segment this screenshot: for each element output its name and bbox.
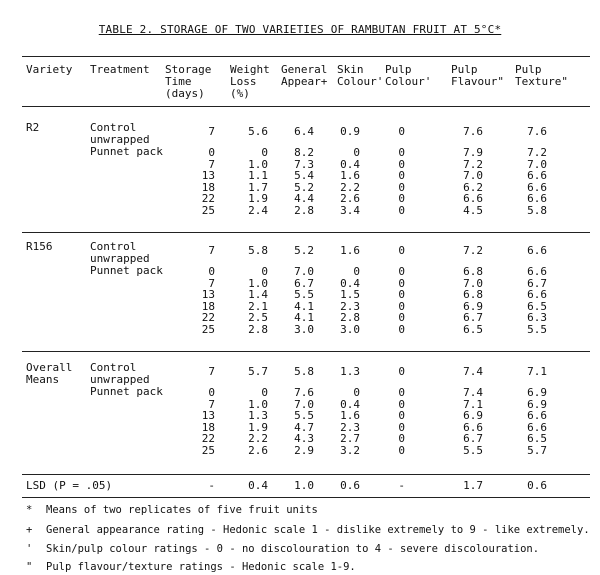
- punnet-cell: 1.5: [340, 288, 360, 302]
- treatment-punnet-label: Punnet pack: [90, 145, 163, 158]
- punnet-cell: 2.8: [340, 311, 360, 325]
- punnet-cell: 4.5: [463, 204, 483, 217]
- punnet-cell: 5.8: [527, 204, 547, 217]
- punnet-cell: 0: [398, 311, 405, 325]
- punnet-cell: 7.2: [463, 157, 483, 171]
- punnet-cell: 22: [201, 311, 215, 325]
- header-bottom-rule: [22, 106, 590, 107]
- punnet-cell: 25: [201, 323, 215, 336]
- column-header: Pulp Colour': [385, 63, 432, 88]
- punnet-cell: 5.4: [294, 169, 314, 183]
- lsd-cell: 1.0: [294, 479, 314, 492]
- punnet-cell: 4.4: [294, 192, 314, 206]
- control-cell: 5.7: [248, 365, 268, 378]
- punnet-cell: 0: [398, 146, 405, 159]
- footnote: [26, 524, 590, 536]
- lsd-cell: -: [208, 479, 215, 492]
- punnet-cell: 6.6: [527, 265, 547, 278]
- punnet-cell: 0: [398, 265, 405, 278]
- punnet-cell: 6.7: [294, 276, 314, 290]
- punnet-cell: 22: [201, 432, 215, 446]
- punnet-cell: 2.9: [294, 444, 314, 457]
- punnet-cell: 6.8: [463, 265, 483, 278]
- punnet-cell: 1.9: [248, 192, 268, 206]
- lsd-cell: 1.7: [463, 479, 483, 492]
- footnote-text: General appearance rating - Hedonic scale 1 - dislike extremely to 9 - like extremely.: [46, 524, 590, 536]
- footnote-symbol: *: [26, 504, 33, 516]
- punnet-cell: 0: [208, 265, 215, 278]
- table-title: TABLE 2. STORAGE OF TWO VARIETIES OF RAMBUTAN FRUIT AT 5°C*: [98, 23, 502, 36]
- control-cell: 7: [208, 244, 215, 257]
- punnet-cell: 3.4: [340, 204, 360, 217]
- treatment-control-label: Control unwrapped: [90, 240, 150, 265]
- punnet-cell: 2.8: [294, 204, 314, 217]
- punnet-cell: 6.5: [527, 299, 547, 313]
- footnote-text: Means of two replicates of five fruit units: [46, 504, 318, 516]
- punnet-cell: 7.0: [294, 265, 314, 278]
- punnet-cell: 18: [201, 180, 215, 194]
- control-cell: 7.6: [463, 125, 483, 138]
- punnet-cell: 1.3: [248, 409, 268, 423]
- column-header: Pulp Texture": [515, 63, 568, 88]
- footnote: [26, 561, 356, 573]
- column-header: General Appear+: [281, 63, 328, 88]
- punnet-cell: 18: [201, 420, 215, 434]
- punnet-cell: 5.5: [294, 288, 314, 302]
- control-cell: 1.6: [340, 244, 360, 257]
- control-cell: 0: [398, 244, 405, 257]
- lsd-label: LSD (P = .05): [26, 479, 113, 492]
- group-divider-1: [22, 232, 590, 233]
- punnet-cell: 6.6: [527, 420, 547, 434]
- punnet-cell: 25: [201, 204, 215, 217]
- column-header: Skin Colour': [337, 63, 384, 88]
- punnet-cell: 25: [201, 444, 215, 457]
- punnet-cell: 0: [261, 265, 268, 278]
- punnet-cell: 2.3: [340, 420, 360, 434]
- control-cell: 5.2: [294, 244, 314, 257]
- treatment-punnet-label: Punnet pack: [90, 264, 163, 277]
- punnet-cell: 2.5: [248, 311, 268, 325]
- punnet-cell: 7.0: [294, 397, 314, 411]
- footnote: [26, 543, 539, 555]
- punnet-cell: 5.5: [463, 444, 483, 457]
- punnet-cell: 1.4: [248, 288, 268, 302]
- punnet-cell: 1.1: [248, 169, 268, 183]
- column-header: Storage Time (days): [165, 63, 212, 100]
- punnet-cell: 1.9: [248, 420, 268, 434]
- treatment-punnet-label: Punnet pack: [90, 385, 163, 398]
- punnet-cell: 1.0: [248, 157, 268, 171]
- punnet-cell: 2.2: [340, 180, 360, 194]
- column-header: Pulp Flavour": [451, 63, 504, 88]
- punnet-cell: 6.7: [527, 276, 547, 290]
- punnet-cell: 8.2: [294, 146, 314, 159]
- punnet-cell: 0: [398, 157, 405, 171]
- lsd-bottom-rule: [22, 497, 590, 498]
- control-cell: 6.6: [527, 244, 547, 257]
- lsd-cell: 0.6: [527, 479, 547, 492]
- punnet-cell: 6.9: [527, 397, 547, 411]
- punnet-cell: 6.2: [463, 180, 483, 194]
- punnet-cell: 6.6: [527, 409, 547, 423]
- punnet-cell: 0: [208, 146, 215, 159]
- control-cell: 7.2: [463, 244, 483, 257]
- punnet-cell: 6.3: [527, 311, 547, 325]
- punnet-cell: 0: [398, 386, 405, 399]
- lsd-cell: -: [398, 479, 405, 492]
- punnet-cell: 6.5: [527, 432, 547, 446]
- column-header: Variety: [26, 63, 73, 76]
- control-cell: 7.4: [463, 365, 483, 378]
- punnet-cell: 0: [398, 192, 405, 206]
- punnet-cell: 6.6: [527, 180, 547, 194]
- punnet-cell: 6.9: [463, 409, 483, 423]
- punnet-cell: 2.1: [248, 299, 268, 313]
- punnet-cell: 7.1: [463, 397, 483, 411]
- punnet-cell: 13: [201, 169, 215, 183]
- punnet-cell: 6.8: [463, 288, 483, 302]
- punnet-cell: 7: [208, 397, 215, 411]
- punnet-cell: 4.1: [294, 299, 314, 313]
- control-cell: 1.3: [340, 365, 360, 378]
- variety-label: Overall Means: [26, 361, 73, 386]
- control-cell: 7: [208, 125, 215, 138]
- punnet-cell: 0: [398, 299, 405, 313]
- punnet-cell: 5.5: [294, 409, 314, 423]
- punnet-cell: 6.6: [463, 420, 483, 434]
- punnet-cell: 3.0: [294, 323, 314, 336]
- punnet-cell: 0: [398, 288, 405, 302]
- punnet-cell: 6.9: [527, 386, 547, 399]
- punnet-cell: 6.7: [463, 432, 483, 446]
- punnet-cell: 7.6: [294, 386, 314, 399]
- control-cell: 5.8: [248, 244, 268, 257]
- punnet-cell: 0: [398, 420, 405, 434]
- control-cell: 7.1: [527, 365, 547, 378]
- punnet-cell: 0: [208, 386, 215, 399]
- group-divider-2: [22, 351, 590, 352]
- punnet-cell: 2.3: [340, 299, 360, 313]
- footnote-symbol: +: [26, 524, 33, 536]
- punnet-cell: 7: [208, 276, 215, 290]
- punnet-cell: 0: [353, 386, 360, 399]
- punnet-cell: 5.7: [527, 444, 547, 457]
- punnet-cell: 5.5: [527, 323, 547, 336]
- punnet-cell: 6.6: [463, 192, 483, 206]
- variety-label: R2: [26, 121, 40, 134]
- punnet-cell: 2.7: [340, 432, 360, 446]
- punnet-cell: 7.0: [463, 276, 483, 290]
- punnet-cell: 0: [398, 397, 405, 411]
- punnet-cell: 7.0: [463, 169, 483, 183]
- punnet-cell: 7.4: [463, 386, 483, 399]
- punnet-cell: 6.6: [527, 288, 547, 302]
- punnet-cell: 1.7: [248, 180, 268, 194]
- punnet-cell: 7.3: [294, 157, 314, 171]
- punnet-cell: 7: [208, 157, 215, 171]
- punnet-cell: 13: [201, 409, 215, 423]
- lsd-cell: 0.6: [340, 479, 360, 492]
- control-cell: 0: [398, 125, 405, 138]
- punnet-cell: 0: [398, 409, 405, 423]
- lsd-top-rule: [22, 474, 590, 475]
- punnet-cell: 4.7: [294, 420, 314, 434]
- punnet-cell: 7.2: [527, 146, 547, 159]
- punnet-cell: 18: [201, 299, 215, 313]
- punnet-cell: 3.0: [340, 323, 360, 336]
- punnet-cell: 6.6: [527, 192, 547, 206]
- punnet-cell: 6.9: [463, 299, 483, 313]
- punnet-cell: 7.0: [527, 157, 547, 171]
- punnet-cell: 2.2: [248, 432, 268, 446]
- control-cell: 6.4: [294, 125, 314, 138]
- punnet-cell: 0: [398, 323, 405, 336]
- punnet-cell: 2.8: [248, 323, 268, 336]
- punnet-cell: 1.0: [248, 276, 268, 290]
- punnet-cell: 6.7: [463, 311, 483, 325]
- punnet-cell: 1.6: [340, 409, 360, 423]
- punnet-cell: 0: [398, 276, 405, 290]
- control-cell: 0.9: [340, 125, 360, 138]
- lsd-cell: 0.4: [248, 479, 268, 492]
- treatment-control-label: Control unwrapped: [90, 121, 150, 146]
- punnet-cell: 6.6: [527, 169, 547, 183]
- punnet-cell: 0: [398, 432, 405, 446]
- punnet-cell: 0: [353, 146, 360, 159]
- punnet-cell: 0: [353, 265, 360, 278]
- punnet-cell: 0: [261, 386, 268, 399]
- punnet-cell: 0.4: [340, 276, 360, 290]
- control-cell: 5.6: [248, 125, 268, 138]
- footnote-symbol: ": [26, 561, 33, 573]
- punnet-cell: 6.5: [463, 323, 483, 336]
- punnet-cell: 4.3: [294, 432, 314, 446]
- punnet-cell: 7.9: [463, 146, 483, 159]
- footnote-text: Pulp flavour/texture ratings - Hedonic scale 1-9.: [46, 561, 356, 573]
- footnote: [26, 504, 318, 516]
- punnet-cell: 0: [261, 146, 268, 159]
- control-cell: 7.6: [527, 125, 547, 138]
- variety-label: R156: [26, 240, 53, 253]
- punnet-cell: 2.6: [340, 192, 360, 206]
- footnote-text: Skin/pulp colour ratings - 0 - no discolouration to 4 - severe discolouration.: [46, 543, 540, 555]
- punnet-cell: 0: [398, 444, 405, 457]
- punnet-cell: 1.6: [340, 169, 360, 183]
- punnet-cell: 22: [201, 192, 215, 206]
- column-header: Weight Loss (%): [230, 63, 270, 100]
- punnet-cell: 0: [398, 180, 405, 194]
- punnet-cell: 2.4: [248, 204, 268, 217]
- header-top-rule: [22, 56, 590, 57]
- control-cell: 5.8: [294, 365, 314, 378]
- punnet-cell: 0.4: [340, 397, 360, 411]
- control-cell: 7: [208, 365, 215, 378]
- punnet-cell: 4.1: [294, 311, 314, 325]
- punnet-cell: 1.0: [248, 397, 268, 411]
- punnet-cell: 13: [201, 288, 215, 302]
- treatment-control-label: Control unwrapped: [90, 361, 150, 386]
- control-cell: 0: [398, 365, 405, 378]
- footnote-symbol: ': [26, 543, 33, 555]
- punnet-cell: 3.2: [340, 444, 360, 457]
- punnet-cell: 0: [398, 204, 405, 217]
- punnet-cell: 0.4: [340, 157, 360, 171]
- column-header: Treatment: [90, 63, 150, 76]
- punnet-cell: 5.2: [294, 180, 314, 194]
- punnet-cell: 0: [398, 169, 405, 183]
- punnet-cell: 2.6: [248, 444, 268, 457]
